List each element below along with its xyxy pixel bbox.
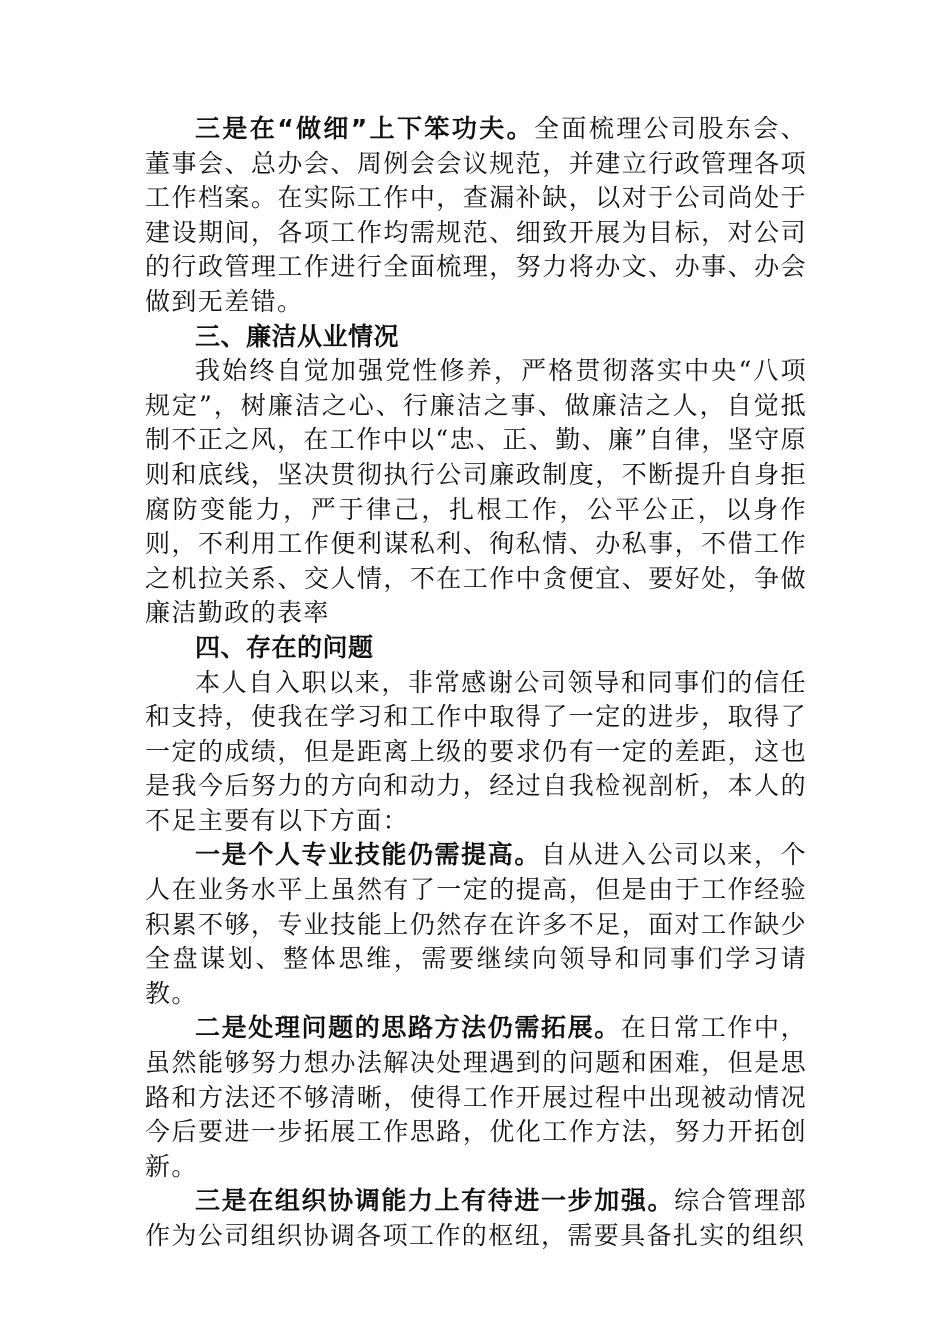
paragraph-lead: 二是处理问题的思路方法仍需拓展。: [195, 1013, 621, 1043]
paragraph-body: 在日常工作中，虽然能够努力想办法解决处理遇到的问题和困难，但是思路和方法还不够清晰，使得工作开展过程中出现被动情况今后要进一步拓展工作思路，优化工作方法，努力开拓创新。: [145, 1013, 807, 1181]
section-heading-integrity: 三、廉洁从业情况: [195, 321, 400, 351]
paragraph-lead: 一是个人专业技能仍需提高。: [195, 840, 542, 870]
section-heading-problems: 四、存在的问题: [195, 632, 374, 662]
paragraph-body: 全面梳理公司股东会、董事会、总办会、周例会会议规范，并建立行政管理各项工作档案。在实际工作中，查漏补缺，以对于公司尚处于建设期间，各项工作均需规范、细致开展为目标，对公司的行政管理工作进行全面梳理，努力将办文、办事、办会做到无差错。: [145, 114, 808, 316]
paragraph-body: 综合管理部作为公司组织协调各项工作的枢纽，需要具备扎实的组织: [145, 1186, 807, 1250]
document-page: [145, 112, 807, 1254]
paragraph-body: 本人自入职以来，非常感谢公司领导和同事们的信任和支持，使我在学习和工作中取得了一定的进步，取得了一定的成绩，但是距离上级的要求仍有一定的差距，这也是我今后努力的方向和动力，经过自我检视剖析，本人的不足主要有以下方面：: [145, 667, 807, 835]
paragraph-lead: 三是在组织协调能力上有待进一步加强。: [195, 1186, 675, 1216]
paragraph-body: 我始终自觉加强党性修养，严格贯彻落实中央“八项规定”，树廉洁之心、行廉洁之事、做廉洁之人，自觉抵制不正之风，在工作中以“忠、正、勤、廉”自律，坚守原则和底线，坚决贯彻执行公司廉政制度，不断提升自身拒腐防变能力，严于律己，扎根工作，公平公正，以身作则，不利用工作便利谋私利、徇私情、办私事，不借工作之机拉关系、交人情，不在工作中贪便宜、要好处，争做廉洁勤政的表率: [145, 356, 807, 628]
paragraph-problem-coordination: [145, 1184, 807, 1253]
paragraph-problem-methods: [145, 1011, 807, 1184]
paragraph-problems-intro: [145, 666, 807, 839]
paragraph-lead: 三是在“做细”上下笨功夫。: [195, 114, 535, 143]
paragraph-integrity: [145, 354, 807, 631]
paragraph-problem-skills: [145, 838, 807, 1011]
paragraph-body: 自从进入公司以来，个人在业务水平上虽然有了一定的提高，但是由于工作经验积累不够，专业技能上仍然存在许多不足，面对工作缺少全盘谋划、整体思维，需要继续向领导和同事们学习请教。: [145, 840, 807, 1008]
paragraph-refinement: [145, 112, 807, 320]
